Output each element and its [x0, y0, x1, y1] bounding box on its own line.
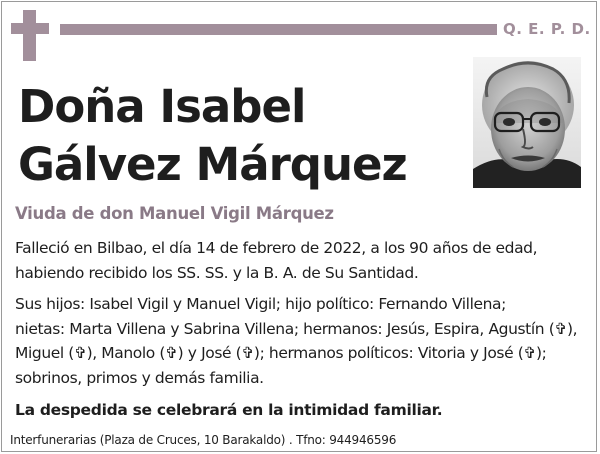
header-rule — [60, 24, 497, 35]
family-line-siblings-c: ) y José ( — [177, 344, 242, 363]
deceased-cross-icon: ✞ — [523, 344, 537, 363]
family-paragraph — [15, 292, 593, 390]
deceased-cross-icon: ✞ — [73, 344, 87, 363]
cross-icon-vertical — [23, 10, 36, 61]
farewell-notice: La despedida se celebrará en la intimidad familiar. — [15, 401, 443, 419]
name-line-2: Gálvez Márquez — [18, 138, 407, 191]
funeral-home-footer: Interfunerarias (Plaza de Cruces, 10 Barakaldo) . Tfno: 944946596 — [10, 433, 397, 447]
widow-of-line: Viuda de don Manuel Vigil Márquez — [15, 204, 334, 223]
death-details-paragraph: Falleció en Bilbao, el día 14 de febrero de 2022, a los 90 años de edad, habiendo recibido los SS. SS. y la B. A. de Su Santidad. — [15, 239, 538, 282]
family-line-grandchildren-a: nietas: Marta Villena y Sabrina Villena; hermanos: Jesús, Espira, Agustín ( — [15, 319, 555, 338]
family-line-others: sobrinos, primos y demás familia. — [15, 368, 264, 387]
family-line-siblings-e: ); — [536, 344, 547, 363]
portrait-photo — [473, 57, 581, 188]
deceased-cross-icon: ✞ — [165, 344, 178, 363]
name-line-1: Doña Isabel — [18, 80, 306, 133]
family-line-siblings-a: Miguel ( — [15, 344, 74, 363]
deceased-cross-icon: ✞ — [241, 344, 254, 363]
deceased-cross-icon: ✞ — [554, 319, 567, 338]
family-line-siblings-d: ); hermanos políticos: Vitoria y José ( — [253, 344, 524, 363]
deceased-name — [18, 78, 407, 194]
family-line-grandchildren-b: ), — [566, 319, 578, 338]
qepd-label: Q. E. P. D. — [503, 20, 591, 38]
family-line-children: Sus hijos: Isabel Vigil y Manuel Vigil; hijo político: Fernando Villena; — [15, 295, 506, 313]
family-line-siblings-b: ), Manolo ( — [86, 344, 166, 363]
cross-icon-horizontal — [11, 23, 49, 34]
